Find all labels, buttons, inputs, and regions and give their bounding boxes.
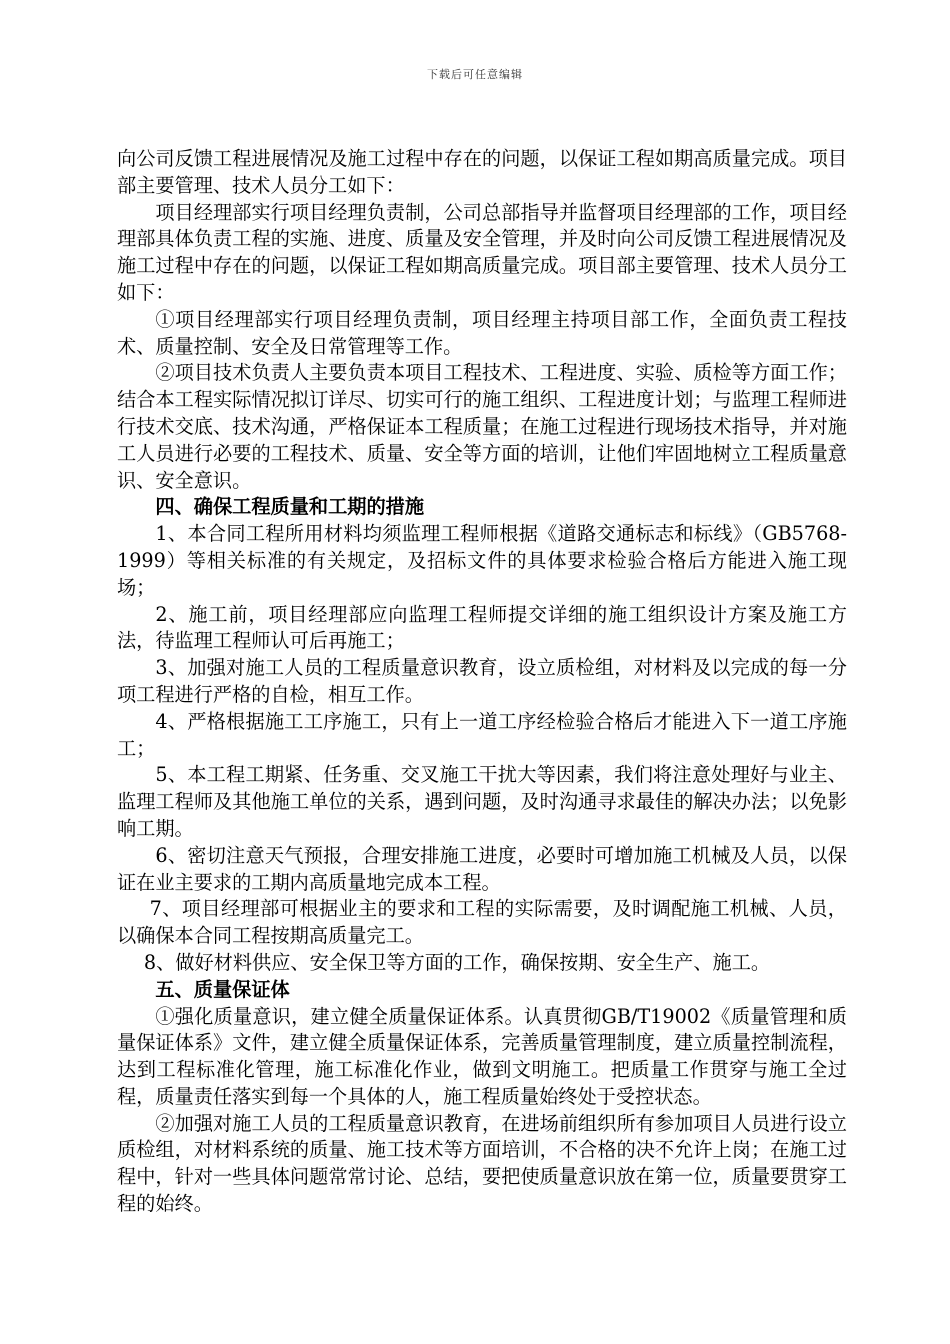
measure-5: 5、本工程工期紧、任务重、交叉施工干扰大等因素，我们将注意处理好与业主、监理工程师及其他施工单位的关系，遇到问题，及时沟通寻求最佳的解决办法；以免影响工期。 [117,763,847,840]
header-note: 下载后可任意编辑 [427,68,523,81]
paragraph-continuation: 向公司反馈工程进展情况及施工过程中存在的问题，以保证工程如期高质量完成。项目部主要管理、技术人员分工如下： [117,147,847,197]
paragraph-item-2: ②项目技术负责人主要负责本项目工程技术、工程进度、实验、质检等方面工作；结合本工程实际情况拟订详尽、切实可行的施工组织、工程进度计划；与监理工程师进行技术交底、技术沟通，严格保证本工程质量；在施工过程进行现场技术指导，并对施工人员进行必要的工程技术、质量、安全等方面的培训，让他们牢固地树立工程质量意识、安全意识。 [117,361,847,492]
measure-7: 7、项目经理部可根据业主的要求和工程的实际需要，及时调配施工机械、人员，以确保本合同工程按期高质量完工。 [117,897,847,948]
measure-3: 3、加强对施工人员的工程质量意识教育，设立质检组，对材料及以完成的每一分项工程进行严格的自检，相互工作。 [117,656,847,706]
quality-item-2: ②加强对施工人员的工程质量意识教育，在进场前组织所有参加项目人员进行设立质检组，对材料系统的质量、施工技术等方面培训，不合格的决不允许上岗；在施工过程中，针对一些具体问题常常讨论、总结，要把使质量意识放在第一位，质量要贯穿工程的始终。 [117,1111,847,1216]
measure-6: 6、密切注意天气预报，合理安排施工进度，必要时可增加施工机械及人员，以保证在业主要求的工期内高质量地完成本工程。 [117,843,847,894]
quality-item-1: ①强化质量意识，建立健全质量保证体系。认真贯彻GB/T19002《质量管理和质量保证体系》文件，建立健全质量保证体系，完善质量管理制度，建立质量控制流程，达到工程标准化管理，施工标准化作业，做到文明施工。把质量工作贯穿与施工全过程，质量责任落实到每一个具体的人，施工程质量始终处于受控状态。 [117,1004,847,1108]
section-heading-4: 四、确保工程质量和工期的措施 [155,495,425,519]
paragraph-project-management: 项目经理部实行项目经理负责制，公司总部指导并监督项目经理部的工作，项目经理部具体负责工程的实施、进度、质量及安全管理，并及时向公司反馈工程进展情况及施工过程中存在的问题，以保证工程如期高质量完成。项目部主要管理、技术人员分工如下： [117,200,847,304]
measure-8: 8、做好材料供应、安全保卫等方面的工作，确保按期、安全生产、施工。 [143,950,771,974]
measure-2: 2、施工前，项目经理部应向监理工程师提交详细的施工组织设计方案及施工方法，待监理工程师认可后再施工； [117,602,847,653]
section-heading-5: 五、质量保证体 [155,977,290,1001]
paragraph-item-1: ①项目经理部实行项目经理负责制，项目经理主持项目部工作，全面负责工程技术、质量控制、安全及日常管理等工作。 [117,307,847,358]
measure-4: 4、严格根据施工工序施工，只有上一道工序经检验合格后才能进入下一道工序施工； [117,709,847,760]
measure-1: 1、本合同工程所用材料均须监理工程师根据《道路交通标志和标线》（GB5768-1999）等相关标准的有关规定，及招标文件的具体要求检验合格后方能进入施工现场； [117,522,847,599]
document-body [117,146,847,1218]
